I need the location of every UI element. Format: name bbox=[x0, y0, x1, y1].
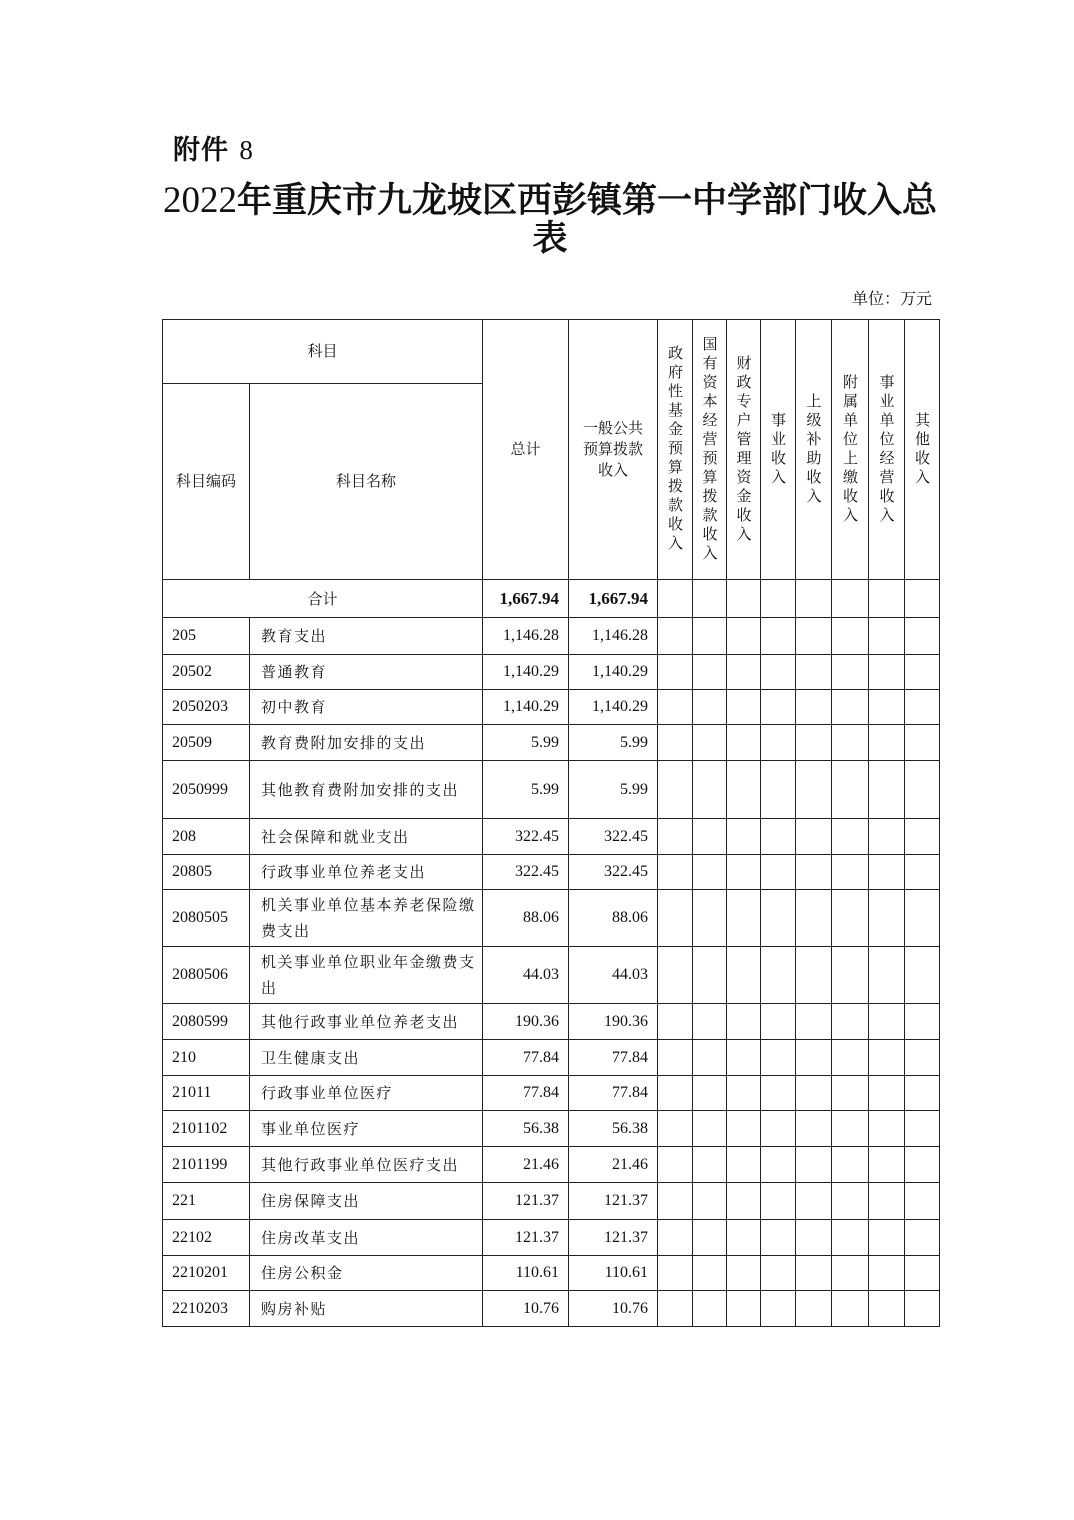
empty-cell bbox=[796, 1256, 832, 1291]
empty-cell bbox=[796, 1220, 832, 1256]
row-code: 2050999 bbox=[163, 761, 250, 819]
header-affiliated-text: 附属单位上缴收入 bbox=[841, 373, 859, 526]
empty-cell bbox=[658, 947, 693, 1004]
table-row bbox=[163, 819, 940, 855]
row-name: 行政事业单位养老支出 bbox=[250, 855, 483, 890]
empty-cell bbox=[832, 618, 869, 655]
empty-cell bbox=[727, 655, 761, 690]
empty-cell bbox=[727, 819, 761, 855]
empty-cell bbox=[905, 1040, 940, 1076]
empty-cell bbox=[693, 580, 727, 618]
empty-cell bbox=[761, 725, 796, 761]
empty-cell bbox=[905, 855, 940, 890]
page-title bbox=[150, 182, 950, 258]
row-code: 2080506 bbox=[163, 947, 250, 1004]
row-code: 22102 bbox=[163, 1220, 250, 1256]
empty-cell bbox=[761, 890, 796, 947]
empty-cell bbox=[727, 1291, 761, 1327]
empty-cell bbox=[832, 1183, 869, 1220]
table-row bbox=[163, 1076, 940, 1111]
empty-cell bbox=[832, 580, 869, 618]
header-business bbox=[761, 320, 796, 580]
empty-cell bbox=[905, 1291, 940, 1327]
empty-cell bbox=[727, 855, 761, 890]
table-row bbox=[163, 1111, 940, 1147]
table-row bbox=[163, 1220, 940, 1256]
empty-cell bbox=[761, 819, 796, 855]
empty-cell bbox=[869, 1040, 905, 1076]
empty-cell bbox=[905, 1256, 940, 1291]
table-row bbox=[163, 690, 940, 725]
empty-cell bbox=[658, 655, 693, 690]
empty-cell bbox=[693, 1183, 727, 1220]
empty-cell bbox=[693, 890, 727, 947]
unit-label: 单位：万元 bbox=[851, 289, 932, 308]
empty-cell bbox=[796, 890, 832, 947]
header-operating bbox=[869, 320, 905, 580]
empty-cell bbox=[693, 947, 727, 1004]
empty-cell bbox=[761, 1147, 796, 1183]
row-total: 322.45 bbox=[483, 819, 569, 855]
empty-cell bbox=[832, 1040, 869, 1076]
header-fiscal-special-text: 财政专户管理资金收入 bbox=[734, 354, 753, 545]
empty-cell bbox=[905, 761, 940, 819]
row-general: 1,140.29 bbox=[569, 655, 658, 690]
row-total: 190.36 bbox=[483, 1004, 569, 1040]
empty-cell bbox=[761, 618, 796, 655]
row-general: 110.61 bbox=[569, 1256, 658, 1291]
empty-cell bbox=[693, 1040, 727, 1076]
empty-cell bbox=[832, 761, 869, 819]
row-total: 10.76 bbox=[483, 1291, 569, 1327]
empty-cell bbox=[693, 855, 727, 890]
empty-cell bbox=[693, 1256, 727, 1291]
empty-cell bbox=[796, 761, 832, 819]
row-general: 121.37 bbox=[569, 1183, 658, 1220]
row-name: 其他行政事业单位养老支出 bbox=[250, 1004, 483, 1040]
table-row bbox=[163, 1040, 940, 1076]
empty-cell bbox=[832, 655, 869, 690]
row-code: 2080599 bbox=[163, 1004, 250, 1040]
empty-cell bbox=[658, 1004, 693, 1040]
empty-cell bbox=[905, 580, 940, 618]
empty-cell bbox=[796, 1111, 832, 1147]
header-affiliated bbox=[832, 320, 869, 580]
row-total: 1,140.29 bbox=[483, 690, 569, 725]
row-total: 21.46 bbox=[483, 1147, 569, 1183]
empty-cell bbox=[693, 819, 727, 855]
empty-cell bbox=[658, 580, 693, 618]
row-general: 56.38 bbox=[569, 1111, 658, 1147]
table-row bbox=[163, 725, 940, 761]
header-state-capital bbox=[693, 320, 727, 580]
row-code: 210 bbox=[163, 1040, 250, 1076]
empty-cell bbox=[693, 618, 727, 655]
row-name: 初中教育 bbox=[250, 690, 483, 725]
row-code: 21011 bbox=[163, 1076, 250, 1111]
empty-cell bbox=[905, 1076, 940, 1111]
empty-cell bbox=[658, 1220, 693, 1256]
row-name: 其他行政事业单位医疗支出 bbox=[250, 1147, 483, 1183]
empty-cell bbox=[658, 618, 693, 655]
empty-cell bbox=[658, 1147, 693, 1183]
total-general: 1,667.94 bbox=[569, 580, 658, 618]
empty-cell bbox=[727, 890, 761, 947]
empty-cell bbox=[869, 1183, 905, 1220]
row-general: 77.84 bbox=[569, 1076, 658, 1111]
row-general: 10.76 bbox=[569, 1291, 658, 1327]
empty-cell bbox=[761, 690, 796, 725]
row-code: 2210201 bbox=[163, 1256, 250, 1291]
empty-cell bbox=[796, 1183, 832, 1220]
empty-cell bbox=[693, 655, 727, 690]
empty-cell bbox=[727, 1183, 761, 1220]
empty-cell bbox=[761, 947, 796, 1004]
empty-cell bbox=[727, 947, 761, 1004]
empty-cell bbox=[658, 1256, 693, 1291]
row-total: 5.99 bbox=[483, 725, 569, 761]
row-total: 121.37 bbox=[483, 1183, 569, 1220]
row-general: 77.84 bbox=[569, 1040, 658, 1076]
empty-cell bbox=[693, 1004, 727, 1040]
empty-cell bbox=[727, 1256, 761, 1291]
empty-cell bbox=[869, 690, 905, 725]
empty-cell bbox=[761, 1004, 796, 1040]
empty-cell bbox=[796, 725, 832, 761]
empty-cell bbox=[761, 1220, 796, 1256]
table-row bbox=[163, 890, 940, 947]
empty-cell bbox=[869, 1111, 905, 1147]
empty-cell bbox=[658, 725, 693, 761]
empty-cell bbox=[905, 1183, 940, 1220]
row-total: 44.03 bbox=[483, 947, 569, 1004]
header-other-text: 其他收入 bbox=[913, 411, 931, 488]
empty-cell bbox=[832, 1256, 869, 1291]
empty-cell bbox=[796, 1004, 832, 1040]
row-total: 5.99 bbox=[483, 761, 569, 819]
empty-cell bbox=[869, 1220, 905, 1256]
empty-cell bbox=[905, 690, 940, 725]
row-general: 44.03 bbox=[569, 947, 658, 1004]
header-other bbox=[905, 320, 940, 580]
header-total: 总计 bbox=[483, 320, 569, 580]
empty-cell bbox=[658, 1040, 693, 1076]
row-code: 221 bbox=[163, 1183, 250, 1220]
table-row bbox=[163, 855, 940, 890]
row-general: 21.46 bbox=[569, 1147, 658, 1183]
empty-cell bbox=[693, 1076, 727, 1111]
row-name: 行政事业单位医疗 bbox=[250, 1076, 483, 1111]
empty-cell bbox=[869, 655, 905, 690]
row-name: 机关事业单位基本养老保险缴费支出 bbox=[250, 890, 483, 947]
row-general: 5.99 bbox=[569, 725, 658, 761]
row-name: 机关事业单位职业年金缴费支出 bbox=[250, 947, 483, 1004]
empty-cell bbox=[796, 1076, 832, 1111]
row-name: 住房公积金 bbox=[250, 1256, 483, 1291]
table-body bbox=[163, 580, 940, 1327]
empty-cell bbox=[796, 1291, 832, 1327]
empty-cell bbox=[869, 580, 905, 618]
header-subject: 科目 bbox=[163, 320, 483, 384]
empty-cell bbox=[693, 1291, 727, 1327]
row-general: 121.37 bbox=[569, 1220, 658, 1256]
empty-cell bbox=[761, 1111, 796, 1147]
row-total: 77.84 bbox=[483, 1040, 569, 1076]
empty-cell bbox=[693, 725, 727, 761]
row-name: 教育费附加安排的支出 bbox=[250, 725, 483, 761]
row-name: 事业单位医疗 bbox=[250, 1111, 483, 1147]
empty-cell bbox=[905, 655, 940, 690]
row-code: 2101102 bbox=[163, 1111, 250, 1147]
empty-cell bbox=[832, 725, 869, 761]
row-general: 1,146.28 bbox=[569, 618, 658, 655]
row-code: 205 bbox=[163, 618, 250, 655]
empty-cell bbox=[796, 819, 832, 855]
table-row bbox=[163, 761, 940, 819]
row-total: 121.37 bbox=[483, 1220, 569, 1256]
empty-cell bbox=[869, 947, 905, 1004]
empty-cell bbox=[832, 1220, 869, 1256]
header-business-text: 事业收入 bbox=[769, 411, 787, 488]
table-row bbox=[163, 655, 940, 690]
table-row bbox=[163, 1291, 940, 1327]
table-row bbox=[163, 947, 940, 1004]
empty-cell bbox=[869, 1004, 905, 1040]
header-fiscal-special bbox=[727, 320, 761, 580]
empty-cell bbox=[658, 890, 693, 947]
empty-cell bbox=[727, 580, 761, 618]
empty-cell bbox=[658, 1291, 693, 1327]
empty-cell bbox=[693, 1111, 727, 1147]
row-total: 56.38 bbox=[483, 1111, 569, 1147]
title-text: 年重庆市九龙坡区西彭镇第一中学部门收入总表 bbox=[236, 181, 937, 259]
row-total: 322.45 bbox=[483, 855, 569, 890]
header-operating-text: 事业单位经营收入 bbox=[877, 373, 896, 526]
empty-cell bbox=[727, 1040, 761, 1076]
empty-cell bbox=[905, 1147, 940, 1183]
empty-cell bbox=[796, 655, 832, 690]
empty-cell bbox=[796, 618, 832, 655]
empty-cell bbox=[796, 580, 832, 618]
row-general: 190.36 bbox=[569, 1004, 658, 1040]
empty-cell bbox=[869, 1147, 905, 1183]
row-total: 1,146.28 bbox=[483, 618, 569, 655]
header-general-text: 一般公共预算拨款收入 bbox=[582, 419, 643, 479]
row-code: 2210203 bbox=[163, 1291, 250, 1327]
row-name: 其他教育费附加安排的支出 bbox=[250, 761, 483, 819]
empty-cell bbox=[727, 1111, 761, 1147]
empty-cell bbox=[761, 1183, 796, 1220]
empty-cell bbox=[796, 855, 832, 890]
empty-cell bbox=[869, 1076, 905, 1111]
row-name: 社会保障和就业支出 bbox=[250, 819, 483, 855]
row-code: 208 bbox=[163, 819, 250, 855]
table-row bbox=[163, 1183, 940, 1220]
empty-cell bbox=[905, 890, 940, 947]
total-row bbox=[163, 580, 940, 618]
empty-cell bbox=[832, 855, 869, 890]
empty-cell bbox=[869, 618, 905, 655]
empty-cell bbox=[832, 1076, 869, 1111]
row-code: 2050203 bbox=[163, 690, 250, 725]
empty-cell bbox=[761, 1040, 796, 1076]
empty-cell bbox=[869, 761, 905, 819]
title-year: 2022 bbox=[162, 180, 237, 221]
row-total: 88.06 bbox=[483, 890, 569, 947]
header-superior bbox=[796, 320, 832, 580]
empty-cell bbox=[727, 725, 761, 761]
row-general: 1,140.29 bbox=[569, 690, 658, 725]
header-general bbox=[569, 320, 658, 580]
empty-cell bbox=[658, 855, 693, 890]
empty-cell bbox=[658, 690, 693, 725]
annex-prefix: 附件 bbox=[173, 135, 229, 166]
empty-cell bbox=[796, 1040, 832, 1076]
empty-cell bbox=[693, 1147, 727, 1183]
annex-label bbox=[173, 128, 254, 167]
empty-cell bbox=[869, 1291, 905, 1327]
header-gov-fund-text: 政府性基金预算拨款收入 bbox=[666, 345, 684, 554]
empty-cell bbox=[832, 890, 869, 947]
header-superior-text: 上级补助收入 bbox=[804, 392, 823, 507]
empty-cell bbox=[761, 580, 796, 618]
empty-cell bbox=[832, 690, 869, 725]
empty-cell bbox=[727, 1220, 761, 1256]
table-row bbox=[163, 1147, 940, 1183]
row-name: 住房保障支出 bbox=[250, 1183, 483, 1220]
row-total: 1,140.29 bbox=[483, 655, 569, 690]
row-general: 88.06 bbox=[569, 890, 658, 947]
empty-cell bbox=[796, 1147, 832, 1183]
row-general: 5.99 bbox=[569, 761, 658, 819]
row-code: 20805 bbox=[163, 855, 250, 890]
empty-cell bbox=[761, 655, 796, 690]
empty-cell bbox=[905, 1004, 940, 1040]
empty-cell bbox=[761, 1256, 796, 1291]
row-name: 住房改革支出 bbox=[250, 1220, 483, 1256]
empty-cell bbox=[693, 1220, 727, 1256]
empty-cell bbox=[658, 819, 693, 855]
header-state-capital-text: 国有资本经营预算拨款收入 bbox=[700, 335, 719, 564]
row-code: 20502 bbox=[163, 655, 250, 690]
empty-cell bbox=[905, 947, 940, 1004]
empty-cell bbox=[796, 947, 832, 1004]
empty-cell bbox=[727, 761, 761, 819]
row-general: 322.45 bbox=[569, 855, 658, 890]
row-total: 77.84 bbox=[483, 1076, 569, 1111]
row-code: 2080505 bbox=[163, 890, 250, 947]
empty-cell bbox=[869, 890, 905, 947]
empty-cell bbox=[727, 690, 761, 725]
empty-cell bbox=[693, 761, 727, 819]
empty-cell bbox=[727, 618, 761, 655]
empty-cell bbox=[658, 1111, 693, 1147]
annex-number: 8 bbox=[239, 135, 254, 165]
empty-cell bbox=[761, 761, 796, 819]
empty-cell bbox=[905, 819, 940, 855]
empty-cell bbox=[905, 1220, 940, 1256]
empty-cell bbox=[869, 855, 905, 890]
empty-cell bbox=[832, 1004, 869, 1040]
total-label: 合计 bbox=[163, 580, 483, 618]
empty-cell bbox=[905, 1111, 940, 1147]
empty-cell bbox=[727, 1004, 761, 1040]
row-code: 20509 bbox=[163, 725, 250, 761]
empty-cell bbox=[693, 690, 727, 725]
empty-cell bbox=[905, 725, 940, 761]
header-code: 科目编码 bbox=[163, 384, 250, 580]
row-name: 普通教育 bbox=[250, 655, 483, 690]
empty-cell bbox=[832, 947, 869, 1004]
empty-cell bbox=[832, 819, 869, 855]
header-gov-fund bbox=[658, 320, 693, 580]
empty-cell bbox=[658, 1183, 693, 1220]
empty-cell bbox=[869, 1256, 905, 1291]
empty-cell bbox=[869, 819, 905, 855]
table-row bbox=[163, 1256, 940, 1291]
header-name: 科目名称 bbox=[250, 384, 483, 580]
total-total: 1,667.94 bbox=[483, 580, 569, 618]
row-general: 322.45 bbox=[569, 819, 658, 855]
row-name: 卫生健康支出 bbox=[250, 1040, 483, 1076]
empty-cell bbox=[658, 761, 693, 819]
row-total: 110.61 bbox=[483, 1256, 569, 1291]
empty-cell bbox=[761, 1291, 796, 1327]
income-table bbox=[162, 319, 940, 1327]
empty-cell bbox=[727, 1076, 761, 1111]
table-row bbox=[163, 1004, 940, 1040]
empty-cell bbox=[832, 1147, 869, 1183]
empty-cell bbox=[796, 690, 832, 725]
row-name: 教育支出 bbox=[250, 618, 483, 655]
empty-cell bbox=[832, 1111, 869, 1147]
row-name: 购房补贴 bbox=[250, 1291, 483, 1327]
empty-cell bbox=[832, 1291, 869, 1327]
empty-cell bbox=[869, 725, 905, 761]
row-code: 2101199 bbox=[163, 1147, 250, 1183]
empty-cell bbox=[905, 618, 940, 655]
table-row bbox=[163, 618, 940, 655]
empty-cell bbox=[727, 1147, 761, 1183]
empty-cell bbox=[761, 1076, 796, 1111]
empty-cell bbox=[658, 1076, 693, 1111]
empty-cell bbox=[761, 855, 796, 890]
